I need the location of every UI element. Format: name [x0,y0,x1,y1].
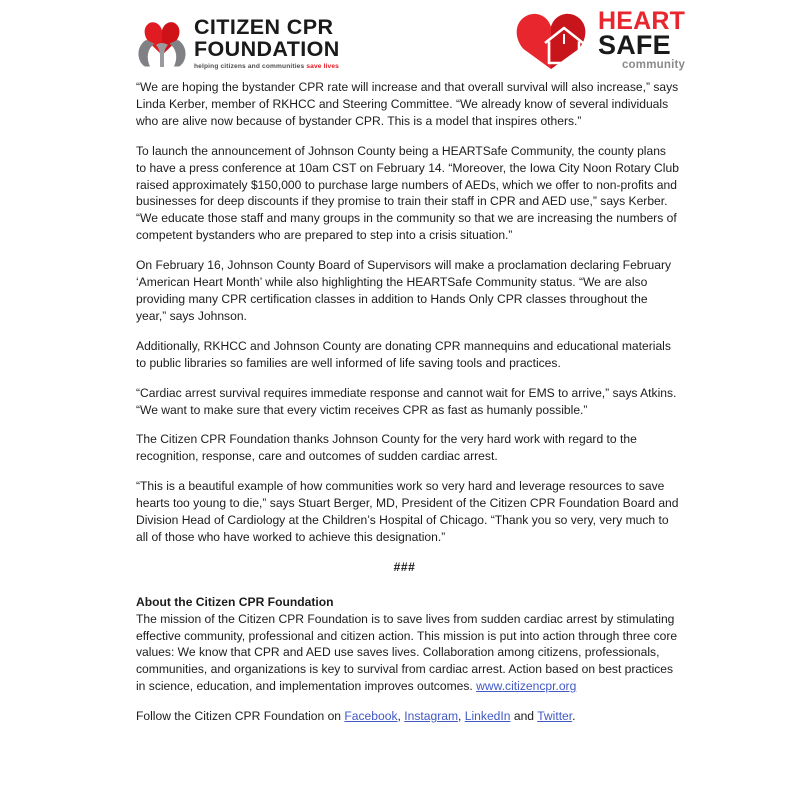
follow-trailing-period: . [572,709,576,724]
paragraph-quote-kerber-bystander: “We are hoping the bystander CPR rate will increase and that overall survival will also increase,” says Linda Kerber, member of RKHCC and Steering Committee. “We already know of several individuals who are alive now because of bystander CPR. This is a model that inspires others.” [136,80,679,128]
heart-safe-word-safe: SAFE [598,30,671,60]
heart-in-hands-icon [136,12,188,68]
citizen-cpr-tagline-prefix: helping citizens and communities [194,63,307,70]
citizen-cpr-foundation-logo [136,12,340,70]
heart-safe-community-logo [508,8,685,72]
follow-separator-2: , [458,709,465,724]
follow-separator-1: , [397,709,405,724]
paragraph-quote-berger: “This is a beautiful example of how communities work so very hard and leverage resources to save hearts too young to die,” says Stuart Berger, MD, President of the Citizen CPR Foundation Board and Division Head of Cardiology at the Children’s Hospital of Chicago. “Thank you so very, very much to all of those who have worked to achieve this designation.” [136,479,679,544]
citizen-cpr-wordmark-line2: FOUNDATION [194,37,340,61]
about-body-text: The mission of the Citizen CPR Foundation is to save lives from sudden cardiac arrest by stimulating effective community, professional and citizen action. This mission is put into action through three core values: We know that CPR and AED use saves lives. Collaboration among citizens, professionals, communities, and organizations is key to survival from cardiac arrest. Action based on best practices in science, education, and implementation improves outcomes. [136,611,678,694]
facebook-link[interactable]: Facebook [344,709,398,724]
website-link[interactable]: www.citizencpr.org [476,679,577,694]
paragraph-press-conference-aeds: To launch the announcement of Johnson County being a HEARTSafe Community, the county plans to have a press conference at 10am CST on February 14. “Moreover, the Iowa City Noon Rotary Club raised approximately $150,000 to purchase large numbers of AEDs, which we offer to non-profits and businesses for deep discounts if they promise to train their staff in CPR and AED use,” says Kerber. “We educate those staff and many groups in the community so that we are increasing the numbers of competent bystanders who are prepared to step into a crisis situation.” [136,143,679,243]
citizen-cpr-tagline [194,63,340,70]
about-heading: About the Citizen CPR Foundation [136,594,334,609]
follow-us-line [136,708,679,725]
heart-safe-word-heart: HEART [598,7,686,35]
paragraph-quote-atkins: “Cardiac arrest survival requires immediate response and cannot wait for EMS to arrive,” says Atkins. “We want to make sure that every victim receives CPR as fast as humanly possible.” [136,385,677,417]
paragraph-mannequins-libraries: Additionally, RKHCC and Johnson County are donating CPR mannequins and educational materials to public libraries so families are well informed of life saving tools and practices. [136,338,671,370]
paragraph-thanks-johnson-county: The Citizen CPR Foundation thanks Johnson County for the very hard work with regard to the recognition, response, care and outcomes of sudden cardiac arrest. [136,432,637,464]
follow-intro-text: Follow the Citizen CPR Foundation on [136,709,345,724]
citizen-cpr-tagline-accent: save lives [306,63,339,70]
twitter-link[interactable]: Twitter [537,709,573,724]
follow-separator-3: and [510,709,538,724]
end-of-release-marker: ### [393,559,416,574]
instagram-link[interactable]: Instagram [404,709,459,724]
about-body [136,611,679,696]
heart-with-house-icon [508,8,594,70]
linkedin-link[interactable]: LinkedIn [464,709,511,724]
press-release-body [136,79,679,725]
heart-safe-word-community: community [621,59,686,71]
paragraph-proclamation-heart-month: On February 16, Johnson County Board of Supervisors will make a proclamation declaring February ‘American Heart Month’ while also highlighting the HEARTSafe Community status. “We are also providing many CPR certification classes in addition to Hands Only CPR classes throughout the year,” says Johnson. [136,258,672,323]
citizen-cpr-wordmark-line1: CITIZEN CPR [194,15,334,39]
document-header [0,0,800,78]
about-section [136,594,679,695]
